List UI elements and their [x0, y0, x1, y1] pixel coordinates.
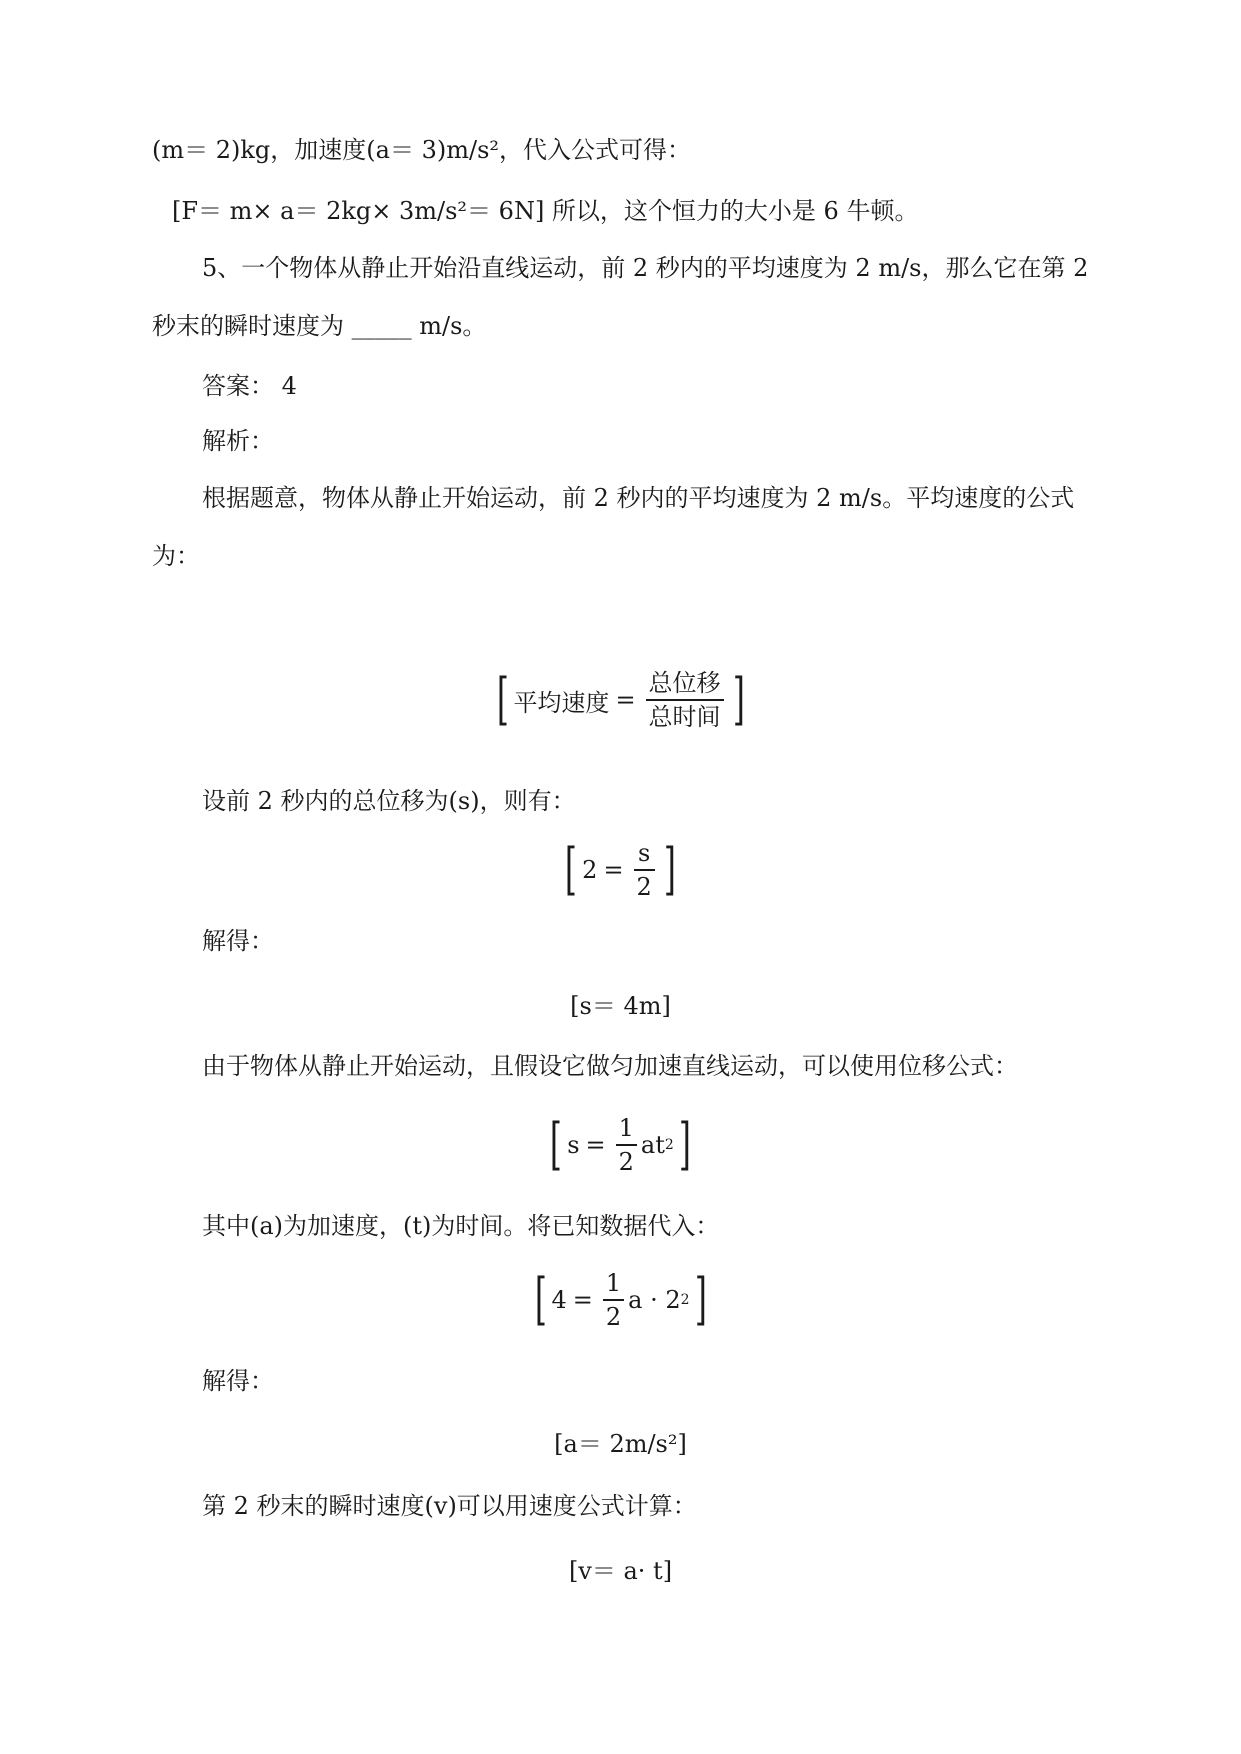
- text-line: [F＝ m× a＝ 2kg× 3m/s²＝ 6N] 所以，这个恒力的大小是 6 牛顿。: [172, 197, 919, 225]
- text-line: 解得：: [202, 927, 274, 955]
- equation-substitution: [ 4 = $\frac{1}{2}$ a · 2 2 ]: [534, 1267, 707, 1332]
- text-line: 根据题意，物体从静止开始运动，前 2 秒内的平均速度为 2 m/s。平均速度的公式: [202, 484, 1075, 512]
- text-line: 第 2 秒末的瞬时速度(v)可以用速度公式计算：: [202, 1492, 697, 1520]
- equation-velocity: [v＝ a· t]: [568, 1557, 673, 1585]
- question-line: 秒末的瞬时速度为 _____ m/s。: [152, 312, 487, 340]
- text-line: 设前 2 秒内的总位移为(s)，则有：: [202, 787, 576, 815]
- analysis-heading: 解析：: [202, 427, 274, 455]
- fraction: $\frac{1}{2}$: [616, 1114, 637, 1176]
- text-line: (m＝ 2)kg，加速度(a＝ 3)m/s²，代入公式可得：: [152, 136, 692, 164]
- fraction: $\frac{1}{2}$: [603, 1269, 624, 1331]
- text-line: 解得：: [202, 1367, 274, 1395]
- fraction: $\frac{s}{2}$: [634, 839, 655, 901]
- text-line: 由于物体从静止开始运动，且假设它做匀加速直线运动，可以使用位移公式：: [202, 1052, 1018, 1080]
- equation-s-value: [s＝ 4m]: [570, 992, 671, 1020]
- fraction: $\frac{\text{总位移}}{\text{总时间}}$: [646, 669, 724, 731]
- equation-displacement-formula: [ s = $\frac{1}{2}$ at 2 ]: [550, 1112, 691, 1177]
- text-line: 为：: [152, 542, 200, 570]
- equation-a-value: [a＝ 2m/s²]: [554, 1430, 687, 1458]
- answer-line: 答案： 4: [202, 372, 297, 400]
- equation-displacement-ratio: [ 2 = $\frac{s}{2}$ ]: [565, 837, 676, 902]
- equation-average-velocity: [ 平均速度 = $\frac{\text{总位移}}{\text{总时间}}$ ]: [496, 667, 745, 732]
- question-line: 5、一个物体从静止开始沿直线运动，前 2 秒内的平均速度为 2 m/s，那么它在第 2: [202, 254, 1089, 282]
- text-line: 其中(a)为加速度，(t)为时间。将已知数据代入：: [202, 1212, 720, 1240]
